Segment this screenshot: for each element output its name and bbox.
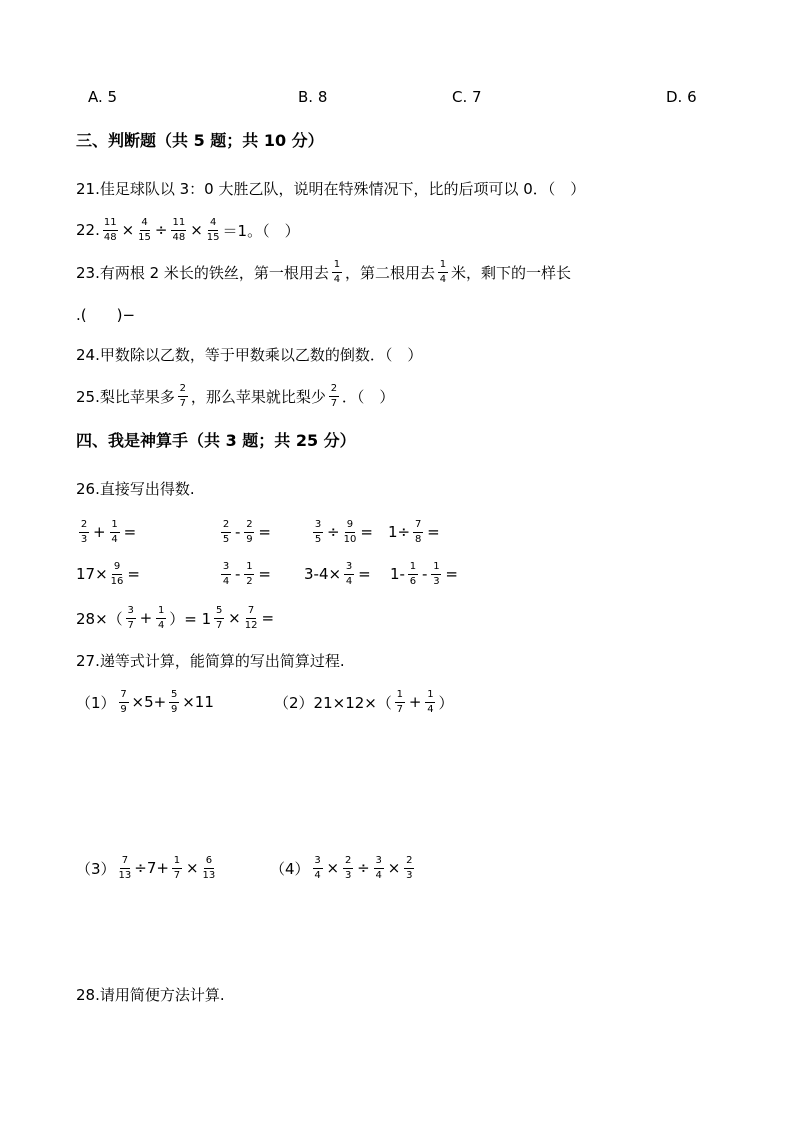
fraction: $\frac{2}{9}$ (246, 518, 253, 545)
fraction: $\frac{3}{4}$ (375, 854, 382, 881)
fraction: $\frac{2}{7}$ (330, 382, 338, 409)
equals: = (258, 565, 271, 583)
fraction: $\frac{3}{4}$ (222, 560, 230, 587)
question-27-title: 27.递等式计算，能简算的写出简算过程. (76, 652, 345, 670)
operator: × (121, 221, 135, 239)
q27-part-3 (76, 848, 218, 888)
question-22 (76, 210, 300, 250)
middle-text: ）= 1 (169, 609, 212, 628)
q26-r1-d (388, 512, 441, 552)
fraction: $\frac{1}{6}$ (409, 560, 417, 587)
q23-text-3: 米，剩下的一样长 (450, 263, 571, 282)
fraction: $\frac{5}{9}$ (171, 688, 178, 715)
fraction: $\frac{6}{13}$ (202, 854, 216, 881)
fraction: $\frac{1}{4}$ (439, 258, 447, 285)
operator: - (235, 565, 241, 583)
fraction: $\frac{2}{3}$ (80, 518, 88, 545)
fraction: $\frac{1}{4}$ (111, 518, 118, 545)
question-21: 21.佳足球队以 3：0 大胜乙队，说明在特殊情况下，比的后项可以 0．（ ） (76, 180, 586, 198)
prefix: 3-4× (304, 565, 342, 583)
option-b: B. 8 (298, 88, 328, 106)
fraction: $\frac{1}{4}$ (427, 688, 434, 715)
q26-r1-a (76, 512, 137, 552)
fraction: $\frac{5}{7}$ (215, 604, 223, 631)
fraction: $\frac{3}{4}$ (314, 854, 321, 881)
operator: × (228, 609, 241, 627)
fraction: $\frac{2}{3}$ (344, 854, 352, 881)
operator: × (185, 859, 199, 877)
operator: × (387, 859, 401, 877)
q25-text-2: ，那么苹果就比梨少 (190, 387, 326, 406)
q23-text-1: 23.有两根 2 米长的铁丝，第一根用去 (76, 263, 329, 282)
tail-text: ×11 (182, 693, 214, 711)
label: （4） (270, 859, 310, 878)
operator: + (93, 523, 106, 541)
label: （3） (76, 859, 116, 878)
q25-text-1: 25.梨比苹果多 (76, 387, 175, 406)
prefix: 1- (390, 565, 405, 583)
fraction: $\frac{7}{13}$ (118, 854, 132, 881)
fraction: $\frac{11}{48}$ (172, 216, 186, 243)
prefix: 17× (76, 565, 108, 583)
fraction: $\frac{2}{7}$ (179, 382, 187, 409)
section-3-heading: 三、判断题（共 5 题；共 10 分） (76, 131, 324, 150)
equals: = (360, 523, 373, 541)
fraction: $\frac{1}{3}$ (433, 560, 440, 587)
fraction: $\frac{1}{4}$ (158, 604, 165, 631)
label: （2）21×12×（ (274, 693, 392, 712)
q22-suffix: ＝1。（ ） (222, 221, 300, 240)
q26-r1-c (310, 512, 374, 552)
fraction: $\frac{9}{16}$ (110, 560, 124, 587)
operator: ÷ (154, 221, 168, 239)
question-23 (76, 252, 571, 292)
option-d: D. 6 (666, 88, 697, 106)
option-c: C. 7 (452, 88, 482, 106)
fraction: $\frac{1}{7}$ (173, 854, 181, 881)
fraction: $\frac{3}{5}$ (314, 518, 322, 545)
tail-text: ） (438, 693, 454, 712)
equals: = (123, 523, 137, 541)
option-a: A. 5 (88, 88, 118, 106)
prefix: 28×（ (76, 609, 123, 628)
fraction: $\frac{1}{7}$ (396, 688, 404, 715)
q25-text-3: ．（ ） (341, 387, 395, 406)
operator: × (190, 221, 203, 239)
operator: - (235, 523, 241, 541)
equals: = (127, 565, 140, 583)
operator: × (326, 859, 340, 877)
q27-part-1 (76, 682, 214, 722)
q23-text-2: ，第二根用去 (344, 263, 435, 282)
fraction: $\frac{2}{5}$ (222, 518, 230, 545)
section-4-heading: 四、我是神算手（共 3 题；共 25 分） (76, 431, 356, 450)
question-28-title: 28.请用简便方法计算. (76, 986, 225, 1004)
equals: = (358, 565, 371, 583)
equals: = (261, 609, 275, 627)
q26-r3 (76, 598, 275, 638)
fraction: $\frac{3}{7}$ (127, 604, 134, 631)
fraction: $\frac{4}{15}$ (206, 216, 220, 243)
fraction: $\frac{1}{4}$ (333, 258, 341, 285)
q23-answer-line: .( )− (76, 306, 136, 324)
fraction: $\frac{3}{4}$ (345, 560, 353, 587)
question-26-title: 26.直接写出得数. (76, 480, 195, 498)
fraction: $\frac{2}{3}$ (406, 854, 413, 881)
operator: + (139, 609, 153, 627)
q26-r2-d (390, 554, 459, 594)
label: （1） (76, 693, 116, 712)
fraction: $\frac{7}{12}$ (244, 604, 258, 631)
q22-prefix: 22. (76, 221, 100, 239)
q26-r1-b (218, 512, 272, 552)
middle-text: ÷7+ (134, 859, 169, 877)
fraction: $\frac{7}{9}$ (120, 688, 127, 715)
q27-part-2 (274, 682, 453, 722)
operator: - (421, 565, 428, 583)
equals: = (427, 523, 440, 541)
fraction: $\frac{9}{10}$ (343, 518, 357, 545)
q26-r2-b (218, 554, 272, 594)
equals: = (445, 565, 458, 583)
q26-r2-a (76, 554, 141, 594)
q27-part-4 (270, 848, 417, 888)
operator: ÷ (327, 523, 340, 541)
operator: + (408, 693, 422, 711)
fraction: $\frac{11}{48}$ (103, 216, 117, 243)
fraction: $\frac{4}{15}$ (138, 216, 151, 243)
operator: ÷ (357, 859, 370, 877)
question-25 (76, 376, 394, 416)
fraction: $\frac{1}{2}$ (246, 560, 253, 587)
q26-r2-c (304, 554, 372, 594)
prefix: 1÷ (388, 523, 411, 541)
fraction: $\frac{7}{8}$ (414, 518, 422, 545)
equals: = (258, 523, 271, 541)
question-24: 24.甲数除以乙数，等于甲数乘以乙数的倒数．（ ） (76, 346, 423, 364)
middle-text: ×5+ (131, 693, 167, 711)
